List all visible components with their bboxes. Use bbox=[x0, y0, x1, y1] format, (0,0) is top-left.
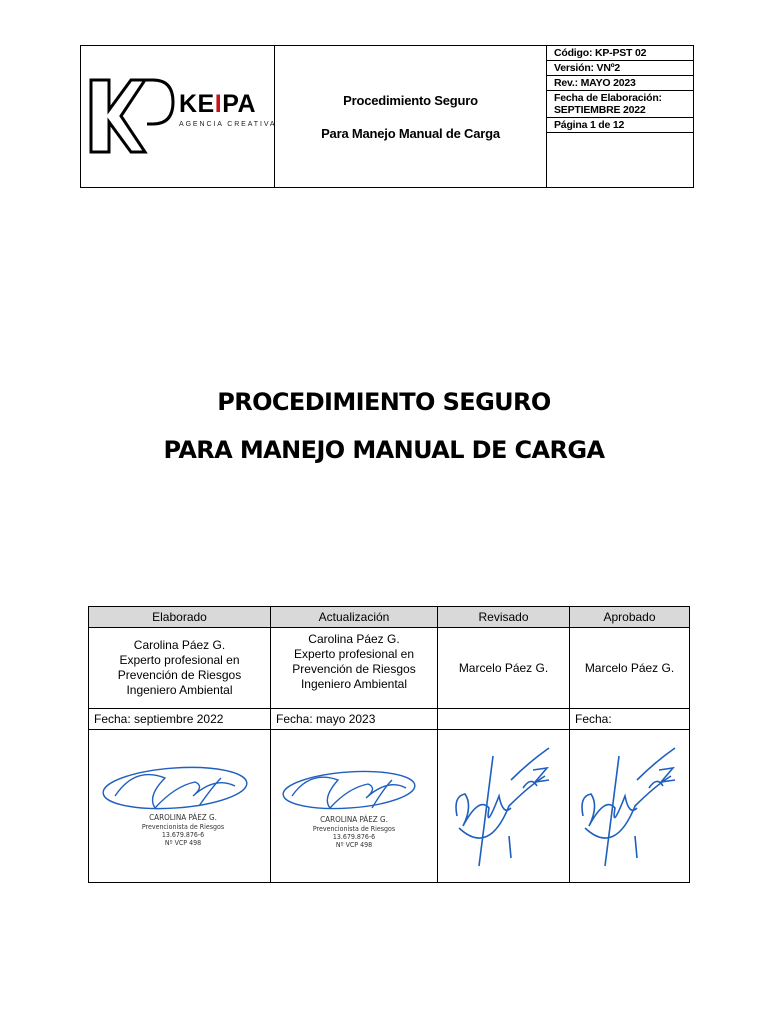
svg-text:CAROLINA PÁEZ G.: CAROLINA PÁEZ G. bbox=[148, 813, 217, 822]
aprobado-cell: Marcelo Páez G. bbox=[570, 628, 690, 709]
signature-stamp-carolina-update bbox=[274, 756, 434, 856]
approval-signatures-row bbox=[89, 730, 690, 883]
svg-text:13.679.876-6: 13.679.876-6 bbox=[332, 833, 376, 841]
elaborado-title3: Ingeniero Ambiental bbox=[126, 683, 233, 697]
date-actualizacion: Fecha: mayo 2023 bbox=[271, 709, 438, 730]
col-revisado: Revisado bbox=[438, 607, 570, 628]
approval-names-row bbox=[89, 628, 690, 709]
signature-revisado-cell bbox=[438, 730, 570, 883]
main-title-line2: PARA MANEJO MANUAL DE CARGA bbox=[163, 436, 605, 464]
logo-wordmark: KEIPA bbox=[179, 90, 257, 118]
actualizacion-title2: Prevención de Riesgos bbox=[292, 662, 416, 676]
svg-text:Nº VCP 498: Nº VCP 498 bbox=[335, 841, 373, 849]
date-revisado bbox=[438, 709, 570, 730]
meta-pagina: Página 1 de 12 bbox=[547, 118, 693, 133]
main-title-line1: PROCEDIMIENTO SEGURO bbox=[217, 388, 551, 416]
svg-text:13.679.876-6: 13.679.876-6 bbox=[161, 831, 204, 839]
actualizacion-title3: Ingeniero Ambiental bbox=[300, 677, 408, 691]
signature-marcelo-revisado bbox=[449, 736, 559, 876]
approval-table bbox=[88, 606, 690, 883]
elaborado-name: Carolina Páez G. bbox=[133, 638, 226, 652]
header-title-line2: Para Manejo Manual de Carga bbox=[321, 125, 500, 141]
date-aprobado: Fecha: bbox=[570, 709, 690, 730]
col-elaborado: Elaborado bbox=[89, 607, 271, 628]
actualizacion-name: Carolina Páez G. bbox=[308, 632, 400, 646]
meta-blank bbox=[547, 133, 693, 187]
logo-cell bbox=[81, 46, 275, 187]
meta-fecha-label: Fecha de Elaboración: bbox=[554, 92, 662, 104]
signature-marcelo-aprobado bbox=[575, 736, 685, 876]
signature-actualizacion-cell bbox=[271, 730, 438, 883]
document-header bbox=[80, 45, 694, 188]
elaborado-cell bbox=[89, 628, 271, 709]
svg-text:Prevencionista de Riesgos: Prevencionista de Riesgos bbox=[141, 823, 224, 831]
col-aprobado: Aprobado bbox=[570, 607, 690, 628]
actualizacion-cell bbox=[271, 628, 438, 709]
meta-fecha-value: SEPTIEMBRE 2022 bbox=[554, 104, 646, 116]
elaborado-title2: Prevención de Riesgos bbox=[117, 668, 242, 682]
meta-codigo: Código: KP-PST 02 bbox=[547, 46, 693, 61]
document-meta bbox=[547, 46, 693, 187]
signature-stamp-carolina bbox=[95, 756, 265, 856]
header-title-line1: Procedimiento Seguro bbox=[343, 92, 478, 108]
actualizacion-title1: Experto profesional en bbox=[293, 647, 415, 661]
meta-rev: Rev.: MAYO 2023 bbox=[547, 76, 693, 91]
revisado-cell: Marcelo Páez G. bbox=[438, 628, 570, 709]
date-elaborado: Fecha: septiembre 2022 bbox=[89, 709, 271, 730]
meta-fecha-elaboracion bbox=[547, 91, 693, 118]
meta-version: Versión: VNº2 bbox=[547, 61, 693, 76]
elaborado-title1: Experto profesional en bbox=[119, 653, 240, 667]
svg-text:CAROLINA PÁEZ G.: CAROLINA PÁEZ G. bbox=[320, 815, 388, 824]
logo-tagline: AGENCIA CREATIVA bbox=[179, 121, 277, 128]
approval-header-row bbox=[89, 607, 690, 628]
svg-text:Nº VCP 498: Nº VCP 498 bbox=[164, 839, 201, 847]
header-title-cell bbox=[275, 46, 547, 187]
signature-elaborado-cell bbox=[89, 730, 271, 883]
approval-dates-row bbox=[89, 709, 690, 730]
signature-aprobado-cell bbox=[570, 730, 690, 883]
svg-text:Prevencionista de Riesgos: Prevencionista de Riesgos bbox=[312, 825, 396, 833]
col-actualizacion: Actualización bbox=[271, 607, 438, 628]
keipa-logo-mark bbox=[87, 76, 177, 156]
